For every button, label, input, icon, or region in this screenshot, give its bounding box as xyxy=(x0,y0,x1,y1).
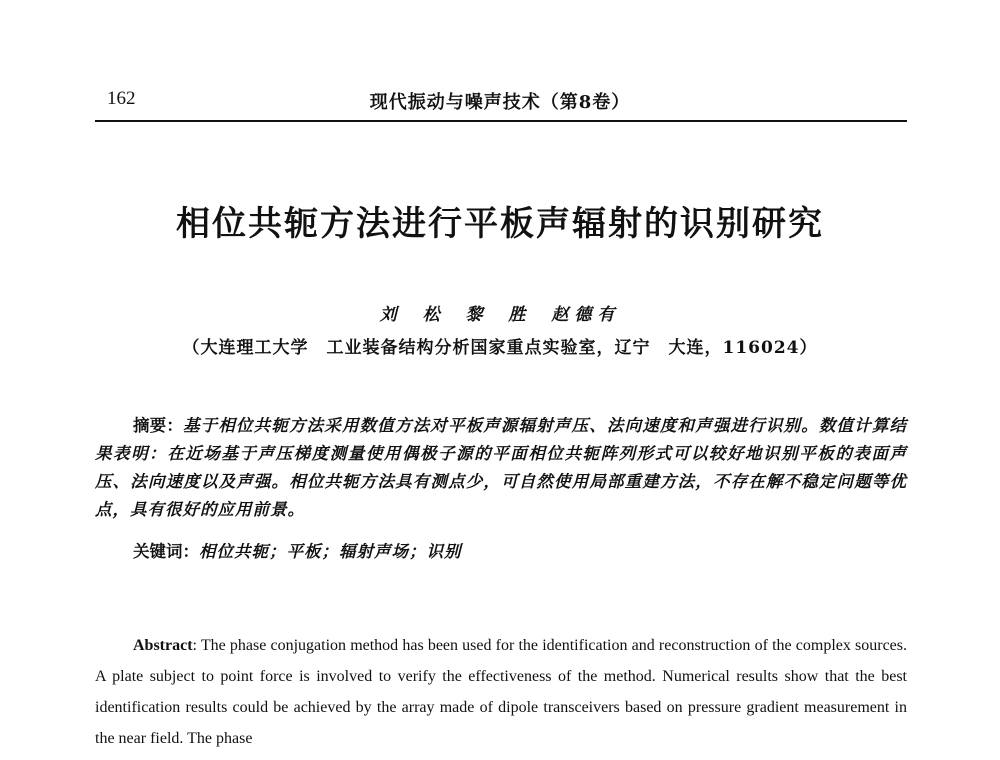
authors: 刘 松 黎 胜 赵德有 xyxy=(379,305,621,325)
keywords-label: 关键词： xyxy=(133,542,199,561)
page-number: 162 xyxy=(107,88,136,109)
english-abstract-label: Abstract xyxy=(133,637,193,654)
keywords xyxy=(133,538,907,566)
english-abstract-text: The phase conjugation method has been used for the identification and reconstruction of the complex sources. A plate subject to point force is involved to verify the effectiveness of the method. Numerical results show that the best identification results could be achieved by the array made of dipole transceivers based on pressure gradient measurement in the near field. The phase xyxy=(95,637,908,747)
english-abstract-separator: : xyxy=(192,637,201,654)
keywords-text: 相位共轭；平板；辐射声场；识别 xyxy=(199,542,462,561)
chinese-abstract xyxy=(95,412,907,524)
header-rule xyxy=(95,120,907,122)
affiliation: （大连理工大学 工业装备结构分析国家重点实验室，辽宁 大连，116024） xyxy=(182,338,818,358)
english-abstract xyxy=(95,630,907,754)
chinese-abstract-text: 基于相位共轭方法采用数值方法对平板声源辐射声压、法向速度和声强进行识别。数值计算结果表明：在近场基于声压梯度测量使用偶极子源的平面相位共轭阵列形式可以较好地识别平板的表面声压、法向速度以及声强。相位共轭方法具有测点少，可自然使用局部重建方法，不存在解不稳定问题等优点，具有很好的应用前景。 xyxy=(95,416,908,519)
chinese-abstract-paragraph xyxy=(95,412,907,524)
chinese-abstract-label: 摘要： xyxy=(133,416,183,435)
journal-name: 现代振动与噪声技术（第8卷） xyxy=(369,92,631,113)
english-abstract-paragraph xyxy=(95,630,907,754)
running-header xyxy=(95,82,905,118)
paper-title: 相位共轭方法进行平板声辐射的识别研究 xyxy=(176,204,824,244)
